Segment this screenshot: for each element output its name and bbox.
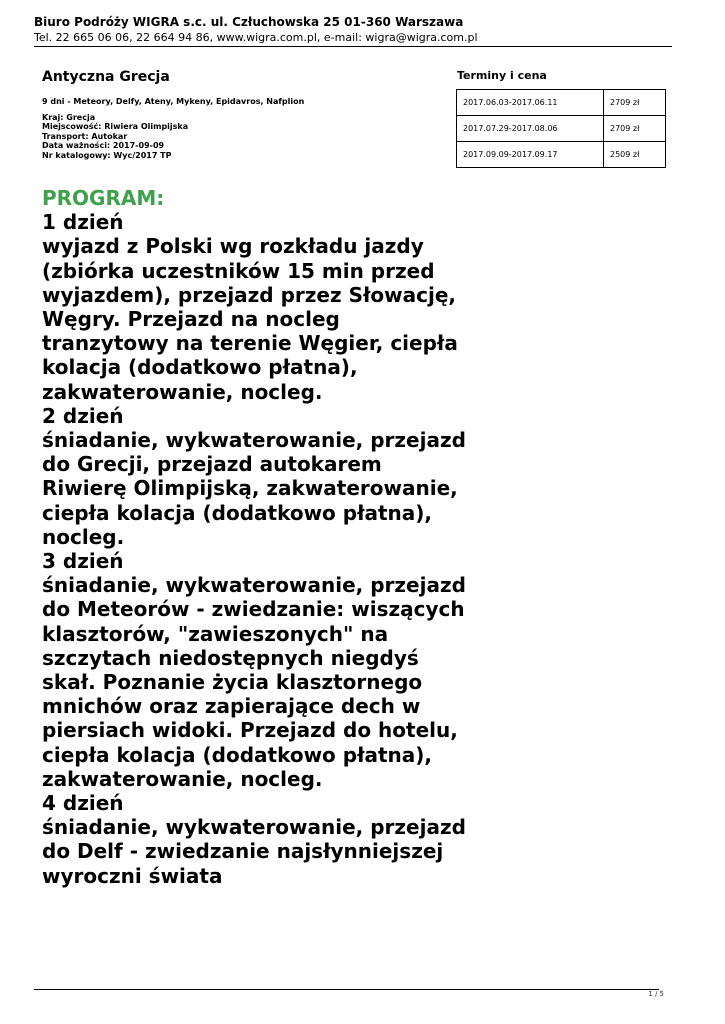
table-row <box>457 142 666 168</box>
meta-location: Miejscowość: Riwiera Olimpijska <box>42 122 189 132</box>
header-divider <box>34 46 672 47</box>
terms-heading: Terminy i cena <box>457 69 547 82</box>
term-dates: 2017.07.29-2017.08.06 <box>457 116 604 142</box>
term-price: 2709 zł <box>604 116 666 142</box>
program-heading: PROGRAM: <box>42 186 165 210</box>
term-dates: 2017.06.03-2017.06.11 <box>457 90 604 116</box>
term-price: 2509 zł <box>604 142 666 168</box>
day-label: 2 dzień <box>42 403 124 428</box>
day-text: śniadanie, wykwaterowanie, przejazd do Delf - zwiedzanie najsłynniejszej wyroczni świata <box>42 815 466 888</box>
trip-meta <box>42 113 188 160</box>
trip-title: Antyczna Grecja <box>42 69 170 85</box>
meta-catalog-number: Nr katalogowy: Wyc/2017 TP <box>42 150 172 160</box>
meta-valid-date: Data ważności: 2017-09-09 <box>42 141 165 151</box>
day-label: 3 dzień <box>42 549 124 574</box>
company-name: Biuro Podróży WIGRA s.c. ul. Człuchowska 25 01-360 Warszawa <box>34 15 464 29</box>
table-row <box>457 116 666 142</box>
page-number: 1 / 5 <box>648 990 664 998</box>
meta-transport: Transport: Autokar <box>42 131 128 141</box>
meta-country: Kraj: Grecja <box>42 113 96 122</box>
program-section <box>42 186 472 888</box>
footer-divider <box>34 989 659 990</box>
day-text: śniadanie, wykwaterowanie, przejazd do Meteorów - zwiedzanie: wiszących klasztorów, "zawieszonych" na szczytach niedostępnych niegdyś skał. Poznanie życia klasztornego mnichów oraz zapierające dech w piersiach widoki. Przejazd do hotelu, ciepła kolacja (dodatkowo płatna), zakwaterowanie, nocleg. <box>42 573 466 791</box>
day-label: 1 dzień <box>42 210 124 235</box>
day-label: 4 dzień <box>42 791 124 816</box>
header-block <box>34 14 672 45</box>
terms-table <box>456 89 666 168</box>
term-price: 2709 zł <box>604 90 666 116</box>
table-row <box>457 90 666 116</box>
day-text: śniadanie, wykwaterowanie, przejazd do Grecji, przejazd autokarem Riwierę Olimpijską, zakwaterowanie, ciepła kolacja (dodatkowo płatna), nocleg. <box>42 428 466 549</box>
day-text: wyjazd z Polski wg rozkładu jazdy (zbiórka uczestników 15 min przed wyjazdem), przejazd przez Słowację, Węgry. Przejazd na nocleg tranzytowy na terenie Węgier, ciepła kolacja (dodatkowo płatna), zakwaterowanie, nocleg. <box>42 234 458 404</box>
trip-subtitle: 9 dni - Meteory, Delfy, Ateny, Mykeny, Epidavros, Nafplion <box>42 97 305 106</box>
company-contact: Tel. 22 665 06 06, 22 664 94 86, www.wigra.com.pl, e-mail: wigra@wigra.com.pl <box>34 31 478 44</box>
program-body <box>42 210 472 888</box>
term-dates: 2017.09.09-2017.09.17 <box>457 142 604 168</box>
